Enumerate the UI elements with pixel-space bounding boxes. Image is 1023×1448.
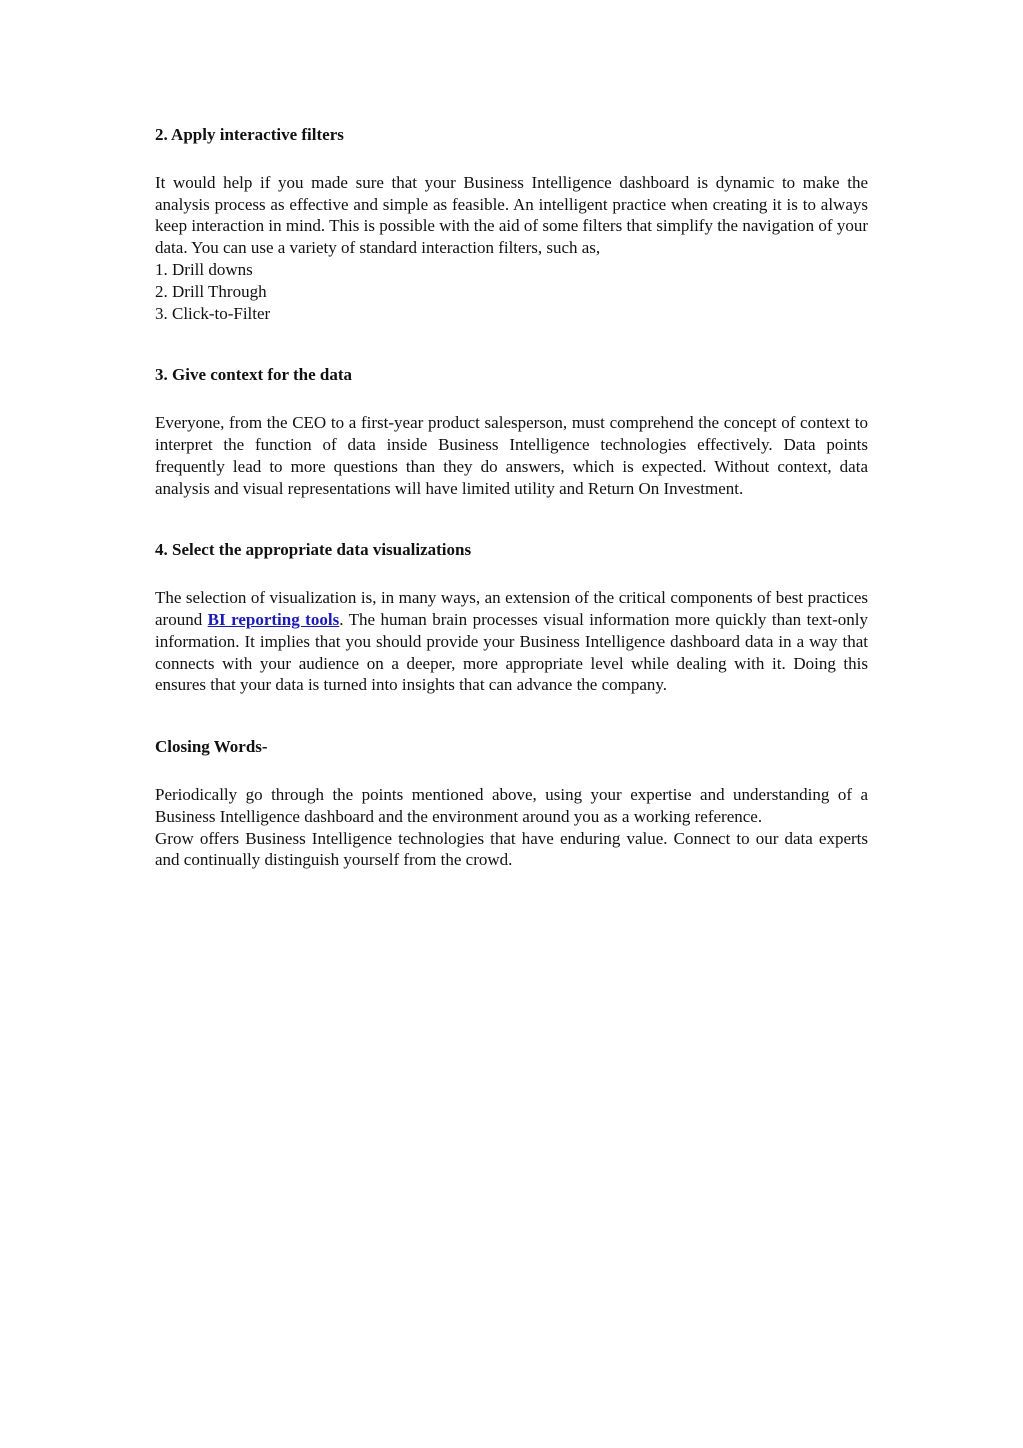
section-body-give-context: Everyone, from the CEO to a first-year product salesperson, must comprehend the concept of context to interpret the function of data inside Business Intelligence technologies effectively. Data points frequently lead to more questions than they do answers, which is expected. Without context, data analysis and visual representations will have limited utility and Return On Investment.: [155, 413, 868, 498]
spacer: [155, 696, 868, 736]
section-heading-closing-words: Closing Words-: [155, 737, 268, 757]
spacer: [155, 324, 868, 364]
section-heading-give-context: 3. Give context for the data: [155, 365, 353, 385]
section-heading-select-visualizations: 4. Select the appropriate data visualizations: [155, 540, 472, 560]
list-item: 2. Drill Through: [155, 281, 267, 301]
document-page: [155, 124, 868, 871]
list-item: 3. Click-to-Filter: [155, 303, 271, 323]
spacer: [155, 758, 868, 784]
section-body-closing-1: Periodically go through the points mentioned above, using your expertise and understanding of a Business Intelligence dashboard and the environment around you as a working reference.: [155, 784, 868, 826]
spacer: [155, 146, 868, 172]
section-heading-apply-filters: 2. Apply interactive filters: [155, 125, 344, 144]
list-item: 1. Drill downs: [155, 259, 253, 279]
spacer: [155, 386, 868, 412]
bi-reporting-tools-link[interactable]: BI reporting tools: [207, 609, 340, 629]
body-text-after-link: . The human brain processes visual information more quickly than text-only information. It implies that you should provide your Business Intelligence dashboard data in a way that connects with your audience on a deeper, more appropriate level while dealing with it. Doing this ensures that your data is turned into insights that can advance the company.: [155, 609, 868, 695]
section-body-closing-2: Grow offers Business Intelligence technologies that have enduring value. Connect to our data experts and continually distinguish yourself from the crowd.: [155, 828, 868, 870]
section-body-select-visualizations: [155, 587, 868, 696]
section-body-apply-filters: It would help if you made sure that your Business Intelligence dashboard is dynamic to make the analysis process as effective and simple as feasible. An intelligent practice when creating it is to always keep interaction in mind. This is possible with the aid of some filters that simplify the navigation of your data. You can use a variety of standard interaction filters, such as,: [155, 172, 868, 258]
spacer: [155, 561, 868, 587]
spacer: [155, 499, 868, 539]
filter-list: [155, 259, 868, 324]
body-text-before-link: The selection of visualization is, in many ways, an extension of the critical components of best practices around: [155, 588, 868, 629]
